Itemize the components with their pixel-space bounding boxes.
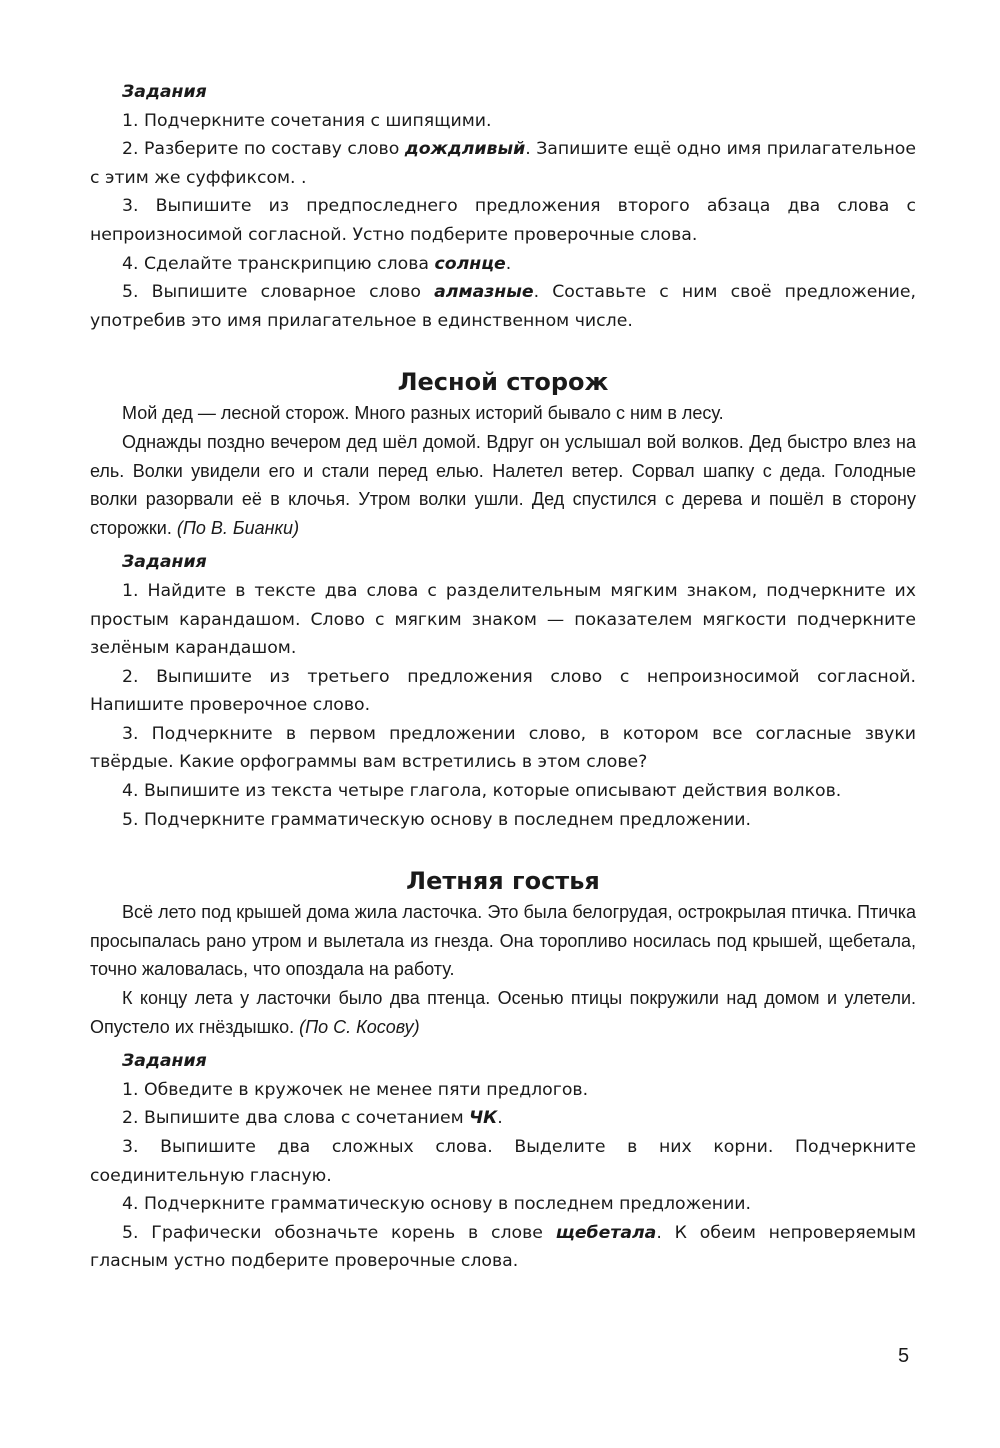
highlighted-word: дождливый [404, 139, 526, 160]
story-lesnoy-storozh [90, 365, 916, 834]
story-paragraph: К концу лета у ласточки было два птенца. Осенью птицы покружили над домом и улетели. Опустело их гнёздышко. (По С. Косову) [90, 988, 916, 1037]
story-title: Летняя гостья [406, 867, 600, 896]
tasks-heading: Задания [122, 82, 207, 102]
task-item: 2. Разберите по составу слово дождливый. Запишите ещё одно имя прилагательное с этим же суффиксом. . [90, 139, 916, 188]
story-title: Лесной сторож [397, 368, 609, 397]
story-source: (По В. Бианки) [176, 517, 300, 538]
task-item: 4. Сделайте транскрипцию слова солнце. [122, 253, 512, 274]
tasks-section-1 [90, 78, 916, 335]
task-item: 1. Найдите в тексте два слова с разделительным мягким знаком, подчеркните их простым карандашом. Слово с мягким знаком — показателем мягкости подчеркните зелёным карандашом. [90, 580, 916, 659]
task-item: 3. Выпишите два сложных слова. Выделите в них корни. Подчеркните соединительную гласную. [90, 1137, 916, 1186]
task-item: 5. Подчеркните грамматическую основу в последнем предложении. [122, 809, 752, 830]
page-content [90, 78, 916, 1276]
task-item: 4. Подчеркните грамматическую основу в последнем предложении. [122, 1194, 752, 1215]
task-item: 1. Подчеркните сочетания с шипящими. [122, 110, 492, 131]
story-paragraph: Однажды поздно вечером дед шёл домой. Вдруг он услышал вой волков. Дед быстро влез на ель. Волки увидели его и стали перед елью. Налетел ветер. Сорвал шапку с деда. Голодные волки разорвали её в клочья. Утром волки ушли. Дед спустился с дерева и пошёл в сторону сторожки. (По В. Бианки) [90, 431, 916, 538]
highlighted-word: ЧК [469, 1108, 498, 1129]
highlighted-word: солнце [434, 253, 506, 274]
story-paragraph: Всё лето под крышей дома жила ласточка. Это была белогрудая, острокрылая птичка. Птичка просыпалась рано утром и вылетала из гнезда. Она торопливо носилась под крышей, щебетала, точно жаловалась, что опоздала на работу. [90, 902, 916, 980]
story-text [90, 898, 916, 1041]
story-paragraph: Мой дед — лесной сторож. Много разных историй бывало с ним в лесу. [122, 403, 724, 424]
highlighted-word: щебетала [555, 1222, 657, 1243]
task-item: 5. Выпишите словарное слово алмазные. Составьте с ним своё предложение, употребив это имя прилагательное в единственном числе. [90, 282, 917, 331]
task-item: 3. Выпишите из предпоследнего предложения второго абзаца два слова с непроизносимой согласной. Устно подберите проверочные слова. [90, 196, 916, 245]
tasks-heading: Задания [122, 1051, 207, 1072]
story-letnyaya-gostya [90, 864, 916, 1276]
task-item: 1. Обведите в кружочек не менее пяти предлогов. [122, 1079, 589, 1100]
task-item: 2. Выпишите два слова с сочетанием ЧК. [122, 1108, 503, 1129]
task-item: 4. Выпишите из текста четыре глагола, которые описывают действия волков. [122, 781, 842, 802]
task-item: 2. Выпишите из третьего предложения слово с непроизносимой согласной. Напишите проверочное слово. [90, 666, 916, 716]
task-item: 5. Графически обозначьте корень в слове щебетала. К обеим непроверяемым гласным устно подберите проверочные слова. [90, 1222, 916, 1272]
story-text [90, 399, 916, 542]
highlighted-word: алмазные [434, 282, 534, 303]
story-source: (По С. Косову) [299, 1016, 420, 1037]
task-item: 3. Подчеркните в первом предложении слово, в котором все согласные звуки твёрдые. Какие орфограммы вам встретились в этом слове? [90, 723, 916, 773]
tasks-heading: Задания [122, 552, 207, 573]
page-number: 5 [898, 1345, 910, 1367]
